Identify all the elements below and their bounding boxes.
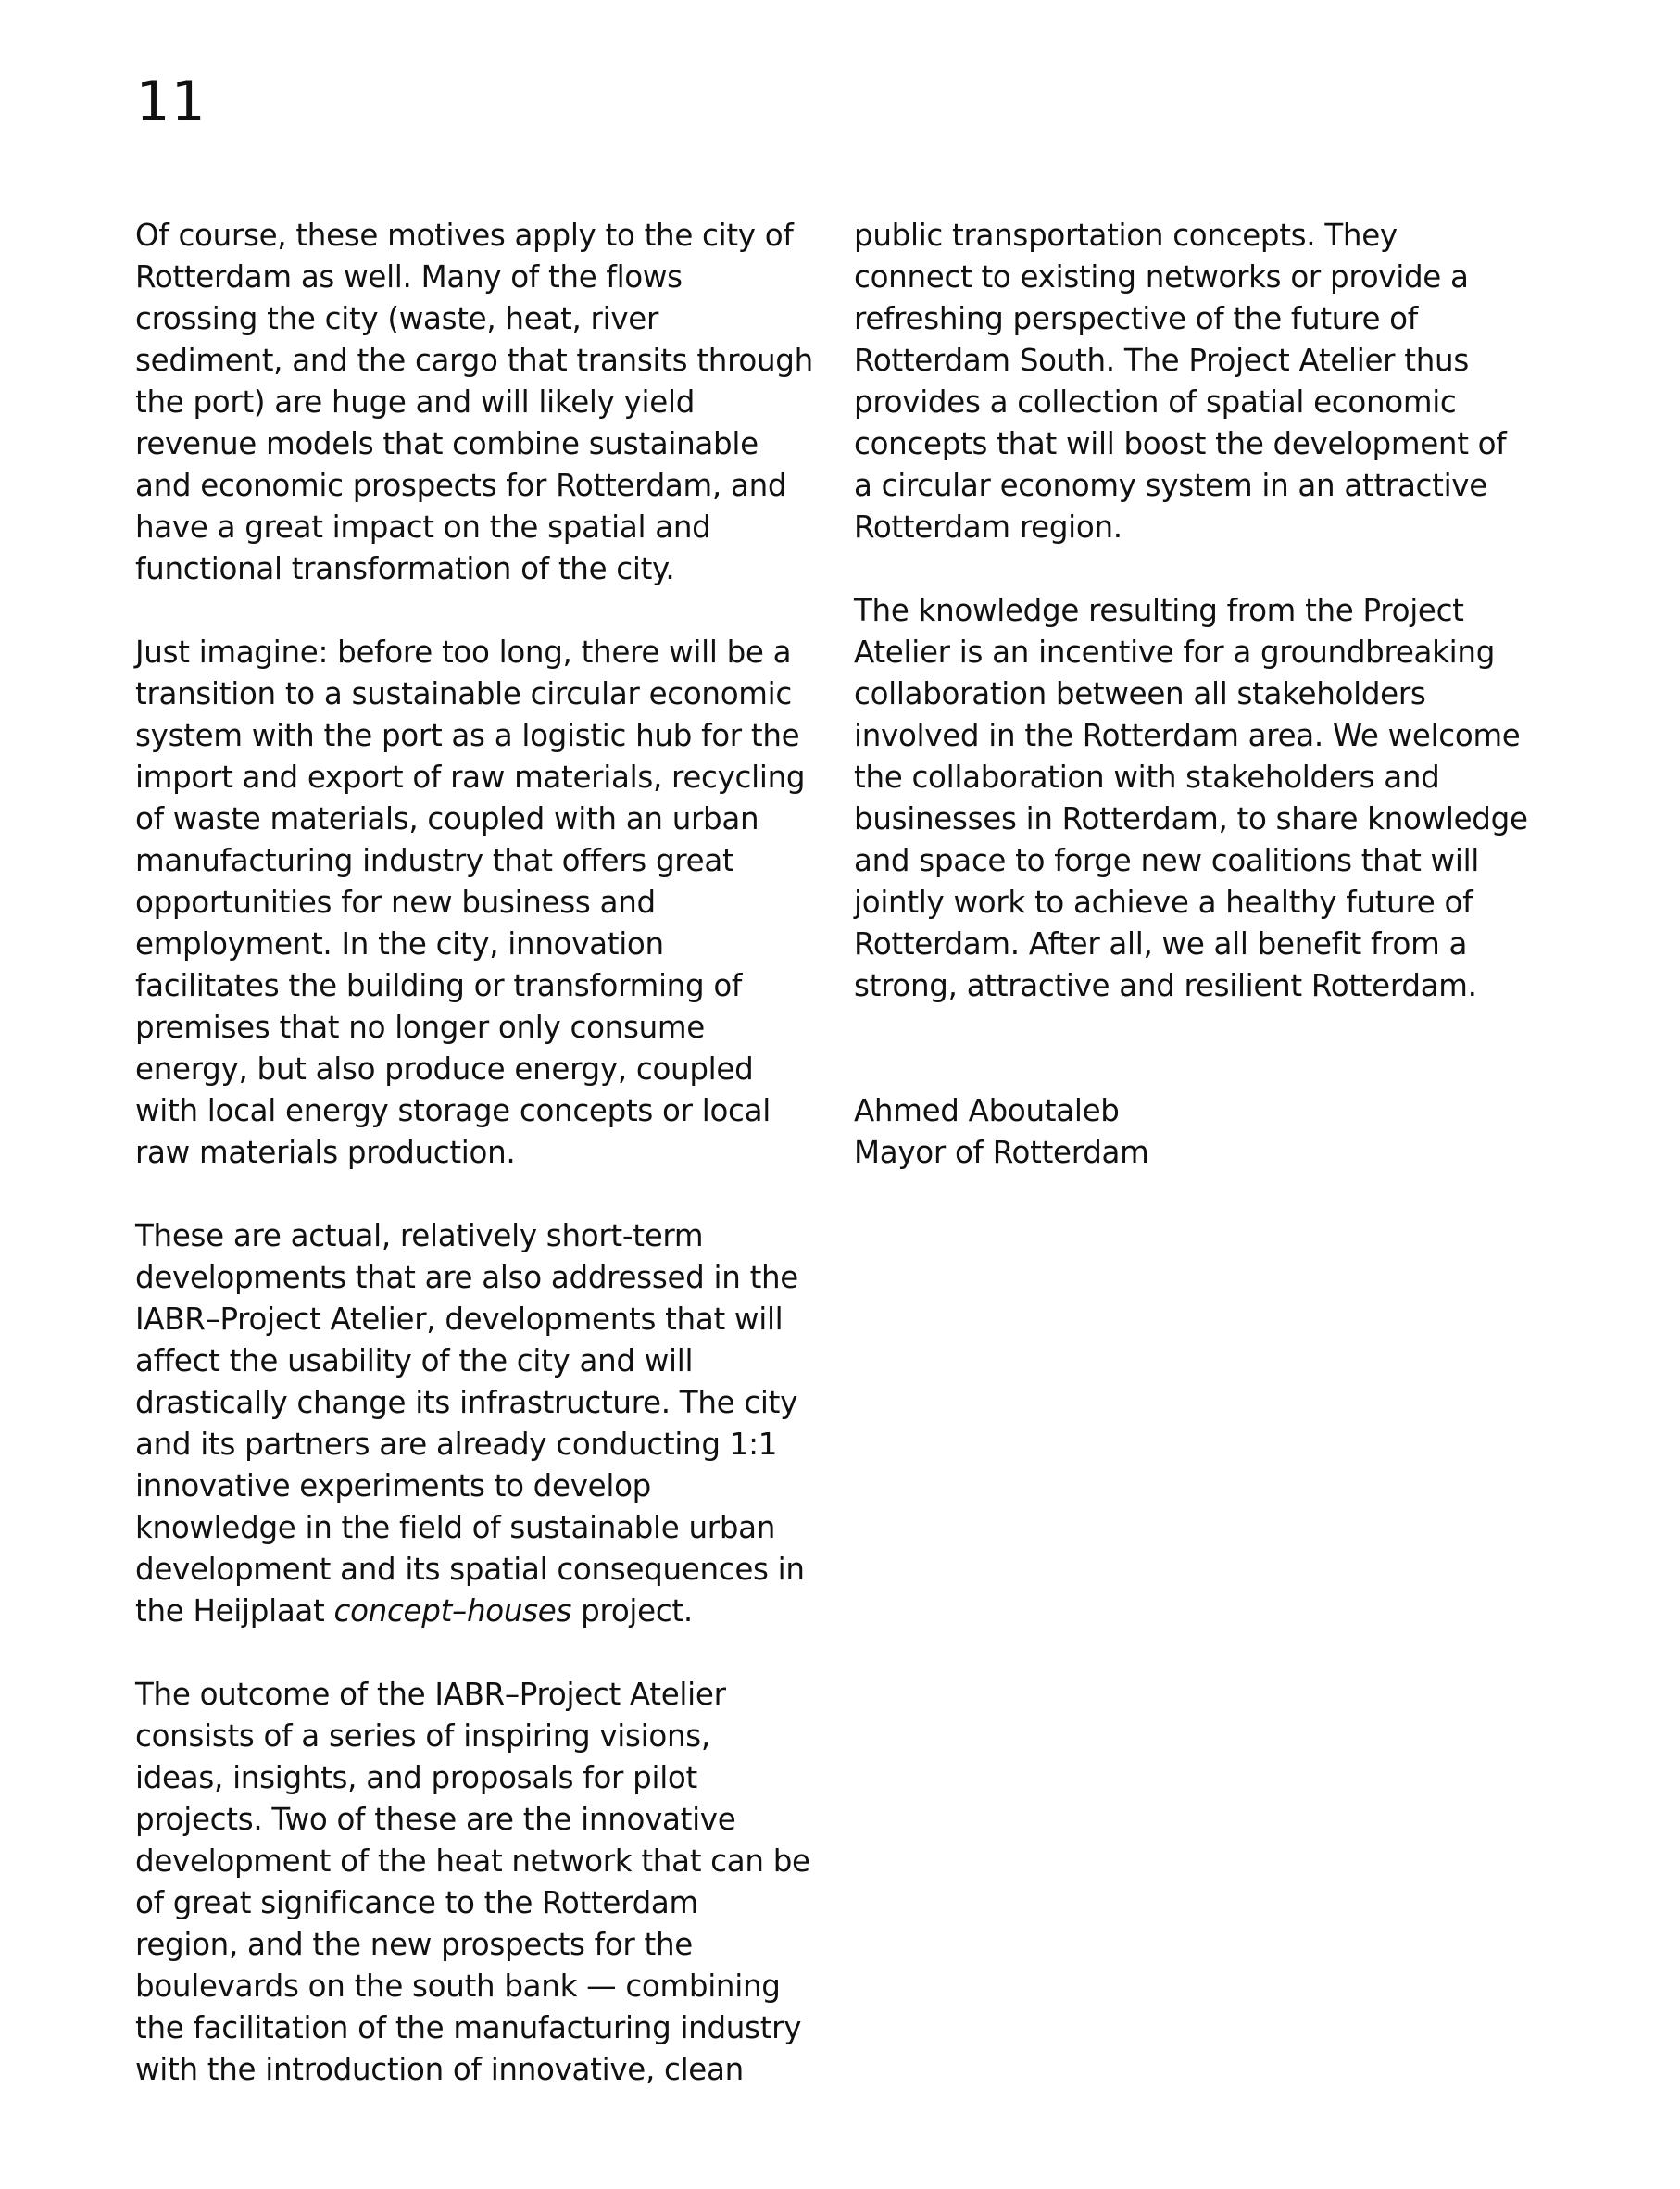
text-line: functional transformation of the city. <box>135 551 675 586</box>
paragraph <box>135 215 834 590</box>
text-line: involved in the Rotterdam area. We welcome <box>854 718 1521 753</box>
paragraph <box>135 1674 834 2091</box>
text-line: jointly work to achieve a healthy future of <box>854 885 1473 920</box>
text-line: The knowledge resulting from the Project <box>854 593 1464 628</box>
text-line: and space to forge new coalitions that will <box>854 843 1480 878</box>
text-line: knowledge in the field of sustainable urban <box>135 1510 776 1545</box>
text-line: manufacturing industry that offers great <box>135 843 734 878</box>
text-line: ideas, insights, and proposals for pilot <box>135 1760 697 1795</box>
text-line: collaboration between all stakeholders <box>854 676 1426 711</box>
text-line: with the introduction of innovative, clean <box>135 2052 744 2087</box>
text-line: Of course, these motives apply to the city of <box>135 218 794 253</box>
text-line: and economic prospects for Rotterdam, and <box>135 468 787 503</box>
text-line: and its partners are already conducting 1:1 <box>135 1427 778 1462</box>
text-line: development of the heat network that can be <box>135 1843 810 1879</box>
text-line: developments that are also addressed in the <box>135 1260 799 1295</box>
text-line: the facilitation of the manufacturing industry <box>135 2010 802 2045</box>
text-line: the port) are huge and will likely yield <box>135 384 696 420</box>
text-line: development and its spatial consequences in <box>135 1552 805 1587</box>
signature <box>854 1090 1539 1174</box>
text-line: facilitates the building or transforming of <box>135 968 743 1003</box>
signature-name: Ahmed Aboutaleb <box>854 1093 1120 1128</box>
text-line: IABR–Project Atelier, developments that will <box>135 1302 784 1337</box>
paragraph <box>854 215 1539 548</box>
text-line: The outcome of the IABR–Project Atelier <box>135 1677 726 1712</box>
text-line: opportunities for new business and <box>135 885 656 920</box>
text-line: Just imagine: before too long, there will be a <box>135 635 792 670</box>
text-line: a circular economy system in an attractive <box>854 468 1487 503</box>
text-line: raw materials production. <box>135 1135 516 1170</box>
text-line: These are actual, relatively short-term <box>135 1218 704 1253</box>
paragraph <box>135 632 834 1174</box>
text-segment: the Heijplaat <box>135 1593 334 1629</box>
text-line: connect to existing networks or provide a <box>854 259 1469 295</box>
text-line: crossing the city (waste, heat, river <box>135 301 659 336</box>
left-column <box>135 215 834 2132</box>
text-line: the collaboration with stakeholders and <box>854 760 1440 795</box>
text-line <box>135 1591 834 1632</box>
text-line: strong, attractive and resilient Rotterdam. <box>854 968 1477 1003</box>
text-line: Rotterdam. After all, we all benefit from a <box>854 926 1468 962</box>
paragraph <box>854 590 1539 1007</box>
text-line: Rotterdam as well. Many of the flows <box>135 259 683 295</box>
text-line: with local energy storage concepts or local <box>135 1093 771 1128</box>
text-line: energy, but also produce energy, coupled <box>135 1051 754 1087</box>
text-line: innovative experiments to develop <box>135 1468 651 1503</box>
text-line: drastically change its infrastructure. The city <box>135 1385 798 1420</box>
text-line: consists of a series of inspiring visions, <box>135 1718 710 1754</box>
right-column <box>854 215 1539 1174</box>
text-line: region, and the new prospects for the <box>135 1927 693 1962</box>
page-number: 11 <box>135 69 207 134</box>
text-line: businesses in Rotterdam, to share knowledge <box>854 801 1528 837</box>
text-line: concepts that will boost the development of <box>854 426 1507 461</box>
text-line: sediment, and the cargo that transits through <box>135 343 813 378</box>
text-line: employment. In the city, innovation <box>135 926 664 962</box>
italic-text: concept–houses <box>333 1593 572 1629</box>
text-line: projects. Two of these are the innovative <box>135 1802 736 1837</box>
text-line: of waste materials, coupled with an urban <box>135 801 759 837</box>
text-line: affect the usability of the city and will <box>135 1343 694 1378</box>
text-line: of great significance to the Rotterdam <box>135 1885 698 1920</box>
text-line: boulevards on the south bank — combining <box>135 1969 781 2004</box>
text-line: import and export of raw materials, recycling <box>135 760 806 795</box>
text-line: Rotterdam South. The Project Atelier thus <box>854 343 1469 378</box>
text-line: public transportation concepts. They <box>854 218 1398 253</box>
text-line: refreshing perspective of the future of <box>854 301 1418 336</box>
text-line: Rotterdam region. <box>854 510 1122 545</box>
text-line: have a great impact on the spatial and <box>135 510 711 545</box>
text-line: transition to a sustainable circular economic <box>135 676 792 711</box>
text-line: revenue models that combine sustainable <box>135 426 759 461</box>
paragraph <box>135 1215 834 1632</box>
signature-title: Mayor of Rotterdam <box>854 1135 1149 1170</box>
text-line: Atelier is an incentive for a groundbreaking <box>854 635 1496 670</box>
text-line: provides a collection of spatial economic <box>854 384 1457 420</box>
text-segment: project. <box>571 1593 693 1629</box>
text-line: system with the port as a logistic hub for the <box>135 718 800 753</box>
text-line: premises that no longer only consume <box>135 1010 705 1045</box>
